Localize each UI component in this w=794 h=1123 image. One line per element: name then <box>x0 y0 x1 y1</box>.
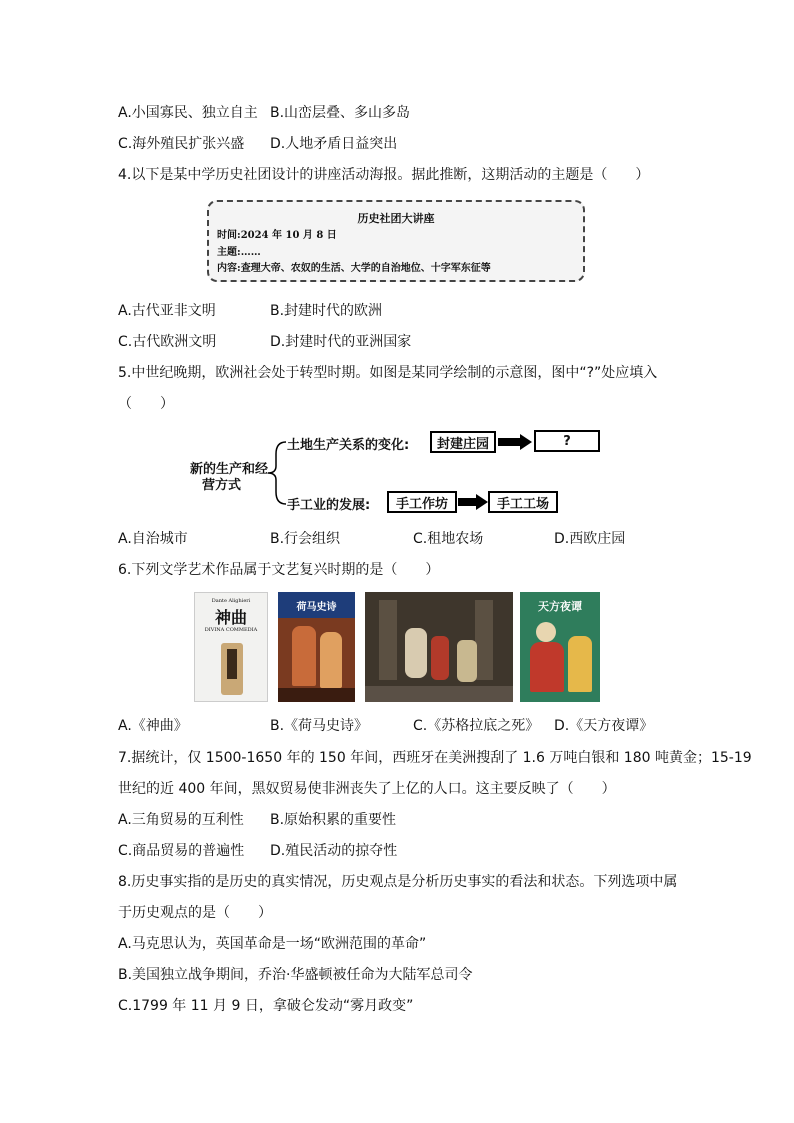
q7-option-b: B.原始积累的重要性 <box>270 812 397 828</box>
poster-theme: 主题:…… <box>217 247 261 258</box>
q4-option-d: D.封建时代的亚洲国家 <box>270 334 412 350</box>
q7-option-c: C.商品贸易的普遍性 <box>118 843 245 859</box>
q4-stem: 4.以下是某中学历史社团设计的讲座活动海报。据此推断，这期活动的主题是（ ） <box>118 167 650 183</box>
poster-time: 时间:2024 年 10 月 8 日 <box>217 230 337 241</box>
arrow-right-icon <box>498 434 534 450</box>
q7-option-a: A.三角贸易的互利性 <box>118 812 244 828</box>
arrow-right-icon <box>458 494 490 510</box>
diagram-branch-handicraft: 手工业的发展: <box>287 498 371 513</box>
diagram-root-line1: 新的生产和经 <box>190 462 269 477</box>
q7-option-d: D.殖民活动的掠夺性 <box>270 843 398 859</box>
q8-stem-line2: 于历史观点的是（ ） <box>118 905 272 921</box>
q6-option-a: A.《神曲》 <box>118 718 188 734</box>
lecture-poster <box>207 200 585 282</box>
death-of-socrates-painting <box>365 592 513 702</box>
cover-title: 神曲 <box>214 608 247 627</box>
q5-stem-line1: 5.中世纪晚期，欧洲社会处于转型时期。如图是某同学绘制的示意图，图中“?”处应填入 <box>118 365 658 381</box>
cover-title: 荷马史诗 <box>296 602 337 613</box>
arabian-nights-cover <box>520 592 600 702</box>
q7-stem-line1: 7.据统计，仅 1500-1650 年的 150 年间，西班牙在美洲搜刮了 1.6 万吨白银和 180 吨黄金；15-19 <box>118 750 752 766</box>
q7-stem-line2: 世纪的近 400 年间，黑奴贸易使非洲丧失了上亿的人口。这主要反映了（ ） <box>118 781 616 797</box>
q6-stem: 6.下列文学艺术作品属于文艺复兴时期的是（ ） <box>118 562 440 578</box>
q3-option-a: A.小国寡民、独立自主 <box>118 105 258 121</box>
q8-option-c: C.1799 年 11 月 9 日，拿破仑发动“雾月政变” <box>118 998 414 1014</box>
box-feudal-manor: 封建庄园 <box>430 431 496 453</box>
q3-option-d: D.人地矛盾日益突出 <box>270 136 398 152</box>
q6-option-c: C.《苏格拉底之死》 <box>413 718 540 734</box>
diagram-root-line2: 营方式 <box>202 478 242 493</box>
box-manufactory: 手工工场 <box>488 491 558 513</box>
divine-comedy-cover <box>194 592 268 702</box>
q4-option-a: A.古代亚非文明 <box>118 303 216 319</box>
q4-option-c: C.古代欧洲文明 <box>118 334 217 350</box>
q8-option-a: A.马克思认为，英国革命是一场“欧洲范围的革命” <box>118 936 427 952</box>
q4-option-b: B.封建时代的欧洲 <box>270 303 383 319</box>
q3-option-c: C.海外殖民扩张兴盛 <box>118 136 245 152</box>
diagram-branch-land: 土地生产关系的变化: <box>287 438 410 453</box>
q6-option-b: B.《荷马史诗》 <box>270 718 369 734</box>
poster-content: 内容:查理大帝、农奴的生活、大学的自治地位、十字军东征等 <box>217 263 491 274</box>
cover-english-title: DIVINA COMMEDIA <box>204 627 258 633</box>
q8-option-b: B.美国独立战争期间，乔治·华盛顿被任命为大陆军总司令 <box>118 967 473 983</box>
cover-author: Dante Alighieri <box>211 598 251 604</box>
q3-option-b: B.山峦层叠、多山多岛 <box>270 105 411 121</box>
q5-option-a: A.自治城市 <box>118 531 188 547</box>
q8-stem-line1: 8.历史事实指的是历史的真实情况，历史观点是分析历史事实的看法和状态。下列选项中属 <box>118 874 678 890</box>
q5-option-d: D.西欧庄园 <box>554 531 626 547</box>
q5-option-c: C.租地农场 <box>413 531 484 547</box>
q5-option-b: B.行会组织 <box>270 531 341 547</box>
box-workshop: 手工作坊 <box>387 491 457 513</box>
q6-option-d: D.《天方夜谭》 <box>554 718 654 734</box>
poster-title: 历史社团大讲座 <box>357 212 435 225</box>
homeric-epics-cover <box>278 592 355 702</box>
q5-stem-line2: （ ） <box>118 396 174 412</box>
box-unknown: ? <box>534 430 600 452</box>
cover-title: 天方夜谭 <box>538 600 582 613</box>
